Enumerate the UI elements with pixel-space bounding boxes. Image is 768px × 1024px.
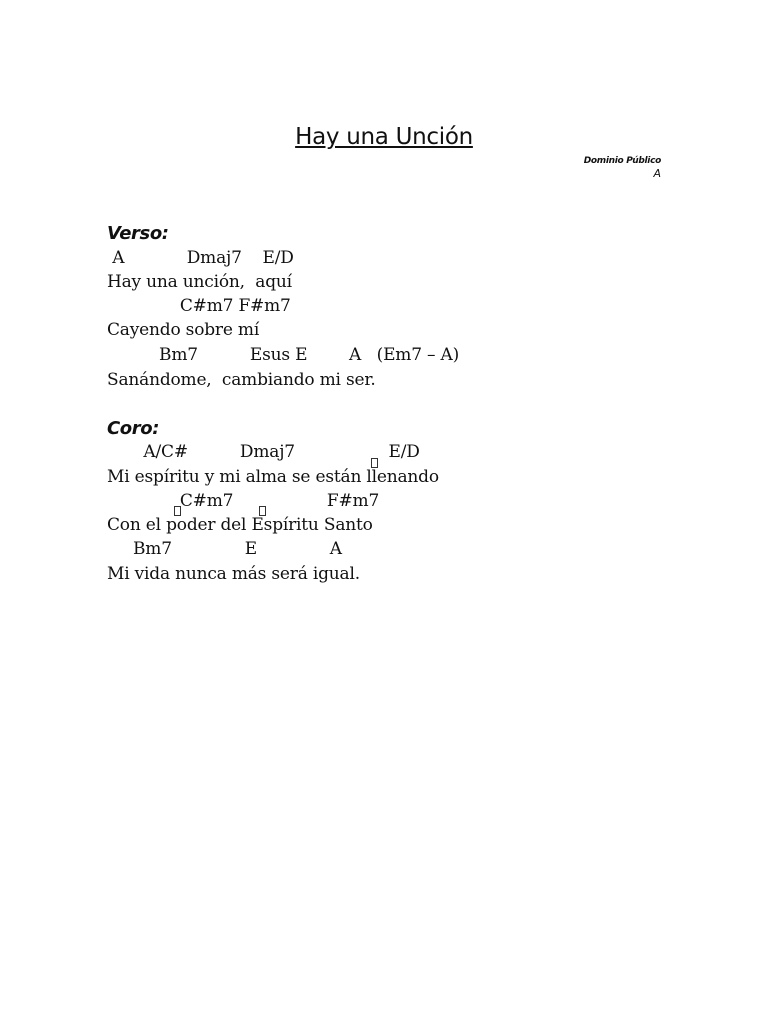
section-label-verso: Verso:	[107, 223, 169, 244]
author-mark: A	[653, 167, 661, 180]
song-title: Hay una Unción	[295, 124, 473, 150]
lyric-line: Cayendo sobre mí	[107, 320, 260, 340]
chord-line: C#m7 F#m7	[107, 296, 291, 316]
section-label-coro: Coro:	[107, 418, 160, 439]
missing-glyph-icon	[259, 506, 266, 516]
author-credit: Dominio Público	[583, 156, 661, 166]
chord-line: A/C# Dmaj7 E/D	[107, 442, 420, 462]
lyric-line: Hay una unción, aquí	[107, 272, 292, 292]
chord-line: Bm7 E A	[107, 539, 342, 559]
chord-line: A Dmaj7 E/D	[107, 248, 294, 268]
missing-glyph-icon	[371, 458, 378, 468]
lyric-line: Mi vida nunca más será igual.	[107, 564, 360, 584]
chord-line: Bm7 Esus E A (Em7 – A)	[107, 345, 460, 365]
lyric-line: Sanándome, cambiando mi ser.	[107, 370, 376, 390]
missing-glyph-icon	[174, 506, 181, 516]
lyric-line: Mi espíritu y mi alma se están llenando	[107, 467, 439, 487]
chord-line: C#m7 F#m7	[107, 491, 380, 511]
lyric-line: Con el poder del Espíritu Santo	[107, 515, 373, 535]
